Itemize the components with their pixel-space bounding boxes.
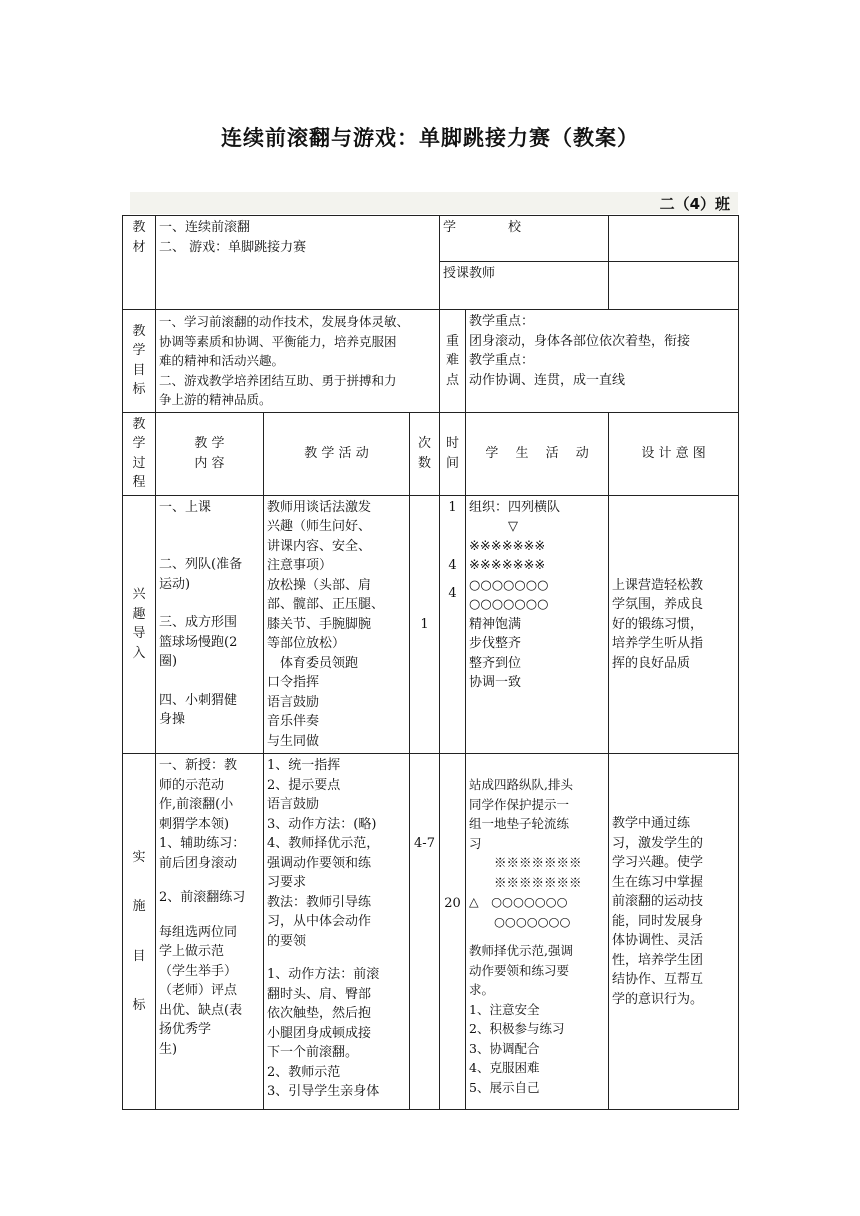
teacher-value xyxy=(609,262,739,310)
header-content: 教 学 内 容 xyxy=(156,412,264,495)
focus-label: 重 难 点 xyxy=(440,310,466,413)
school-label: 学 校 xyxy=(440,216,609,262)
goals-text: 一、学习前滚翻的动作技术，发展身体灵敏、 协调等素质和协调、平衡能力，培养克服困 难的精神和活动兴趣。 二、游戏教学培养团结互助、勇于拼搏和力 争上游的精神品质。 xyxy=(156,310,440,413)
section1-count: 1 xyxy=(410,495,440,754)
header-count: 次 数 xyxy=(410,412,440,495)
section2-time: 20 xyxy=(440,754,466,1110)
goals-label: 教 学 目 标 xyxy=(123,310,156,413)
header-activity: 教 学 活 动 xyxy=(264,412,410,495)
material-label: 教 材 xyxy=(123,216,156,310)
section1-label: 兴 趣 导 入 xyxy=(123,495,156,754)
class-bar xyxy=(130,192,738,214)
lesson-table xyxy=(122,215,739,1110)
section2-design: 教学中通过练 习，激发学生的 学习兴趣。使学 生在练习中掌握 前滚翻的运动技 能，同时发展身 体协调性、灵活 性，培养学生团 结协作、互帮互 学的意识行为。 xyxy=(609,754,739,1110)
section1-time: 1 4 4 xyxy=(440,495,466,754)
section2-student: 站成四路纵队,排头 同学作保护提示一 组一地垫子轮流练 习 ※※※※※※※ ※※※※※※※ △ ○○○○○○○ ○○○○○○○ 教师择优示范,强调 动作要领和练习要 求。 1、注意安全 2、积极参与练习 3、协调配合 4、克服困难 5、展示自己 xyxy=(466,754,609,1110)
header-process: 教 学 过 程 xyxy=(123,412,156,495)
class-label: 二（4）班 xyxy=(659,195,730,213)
header-time: 时 间 xyxy=(440,412,466,495)
focus-text: 教学重点： 团身滚动，身体各部位依次着垫，衔接 教学重点： 动作协调、连贯，成一直线 xyxy=(466,310,739,413)
header-design: 设 计 意 图 xyxy=(609,412,739,495)
section2-count: 4-7 xyxy=(410,754,440,1110)
section2-activity: 1、统一指挥 2、提示要点 语言鼓励 3、动作方法：(略) 4、教师择优示范， 强调动作要领和练 习要求 教法：教师引导练 习，从中体会动作 的要领 1、动作方法：前滚 翻时头、肩、臀部 依次触垫，然后抱 小腿团身成顿成接 下一个前滚翻。 2、教师示范 3、引导学生亲身体 xyxy=(264,754,410,1110)
section1-activity: 教师用谈话法激发 兴趣（师生问好、 讲课内容、安全、 注意事项） 放松操（头部、肩 部、髋部、正压腿、 膝关节、手腕脚腕 等部位放松） 体育委员领跑 口令指挥 语言鼓励 音乐伴奏 与生同做 xyxy=(264,495,410,754)
school-value xyxy=(609,216,739,262)
section2-content: 一、新授：教 师的示范动 作,前滚翻(小 刺猬学本领) 1、辅助练习： 前后团身滚动 2、前滚翻练习 每组选两位同 学上做示范 （学生举手） （老师）评点 出优、缺点(表 扬优秀学 生) xyxy=(156,754,264,1110)
header-student: 学 生 活 动 xyxy=(466,412,609,495)
material-items: 一、连续前滚翻 二、 游戏：单脚跳接力赛 xyxy=(156,216,440,310)
section2-label: 实 施 目 标 xyxy=(123,754,156,1110)
section1-content: 一、上课 二、列队(准备 运动) 三、成方形围 篮球场慢跑(2 圈) 四、小刺猬健 身操 xyxy=(156,495,264,754)
teacher-label: 授课教师 xyxy=(440,262,609,310)
page-title: 连续前滚翻与游戏：单脚跳接力赛（教案） xyxy=(221,126,639,150)
section1-design: 上课营造轻松教 学氛围，养成良 好的锻练习惯， 培养学生听从指 挥的良好品质 xyxy=(609,495,739,754)
section1-student: 组织：四列横队 ▽ ※※※※※※※ ※※※※※※※ ○○○○○○○ ○○○○○○○ 精神饱满 步伐整齐 整齐到位 协调一致 xyxy=(466,495,609,754)
